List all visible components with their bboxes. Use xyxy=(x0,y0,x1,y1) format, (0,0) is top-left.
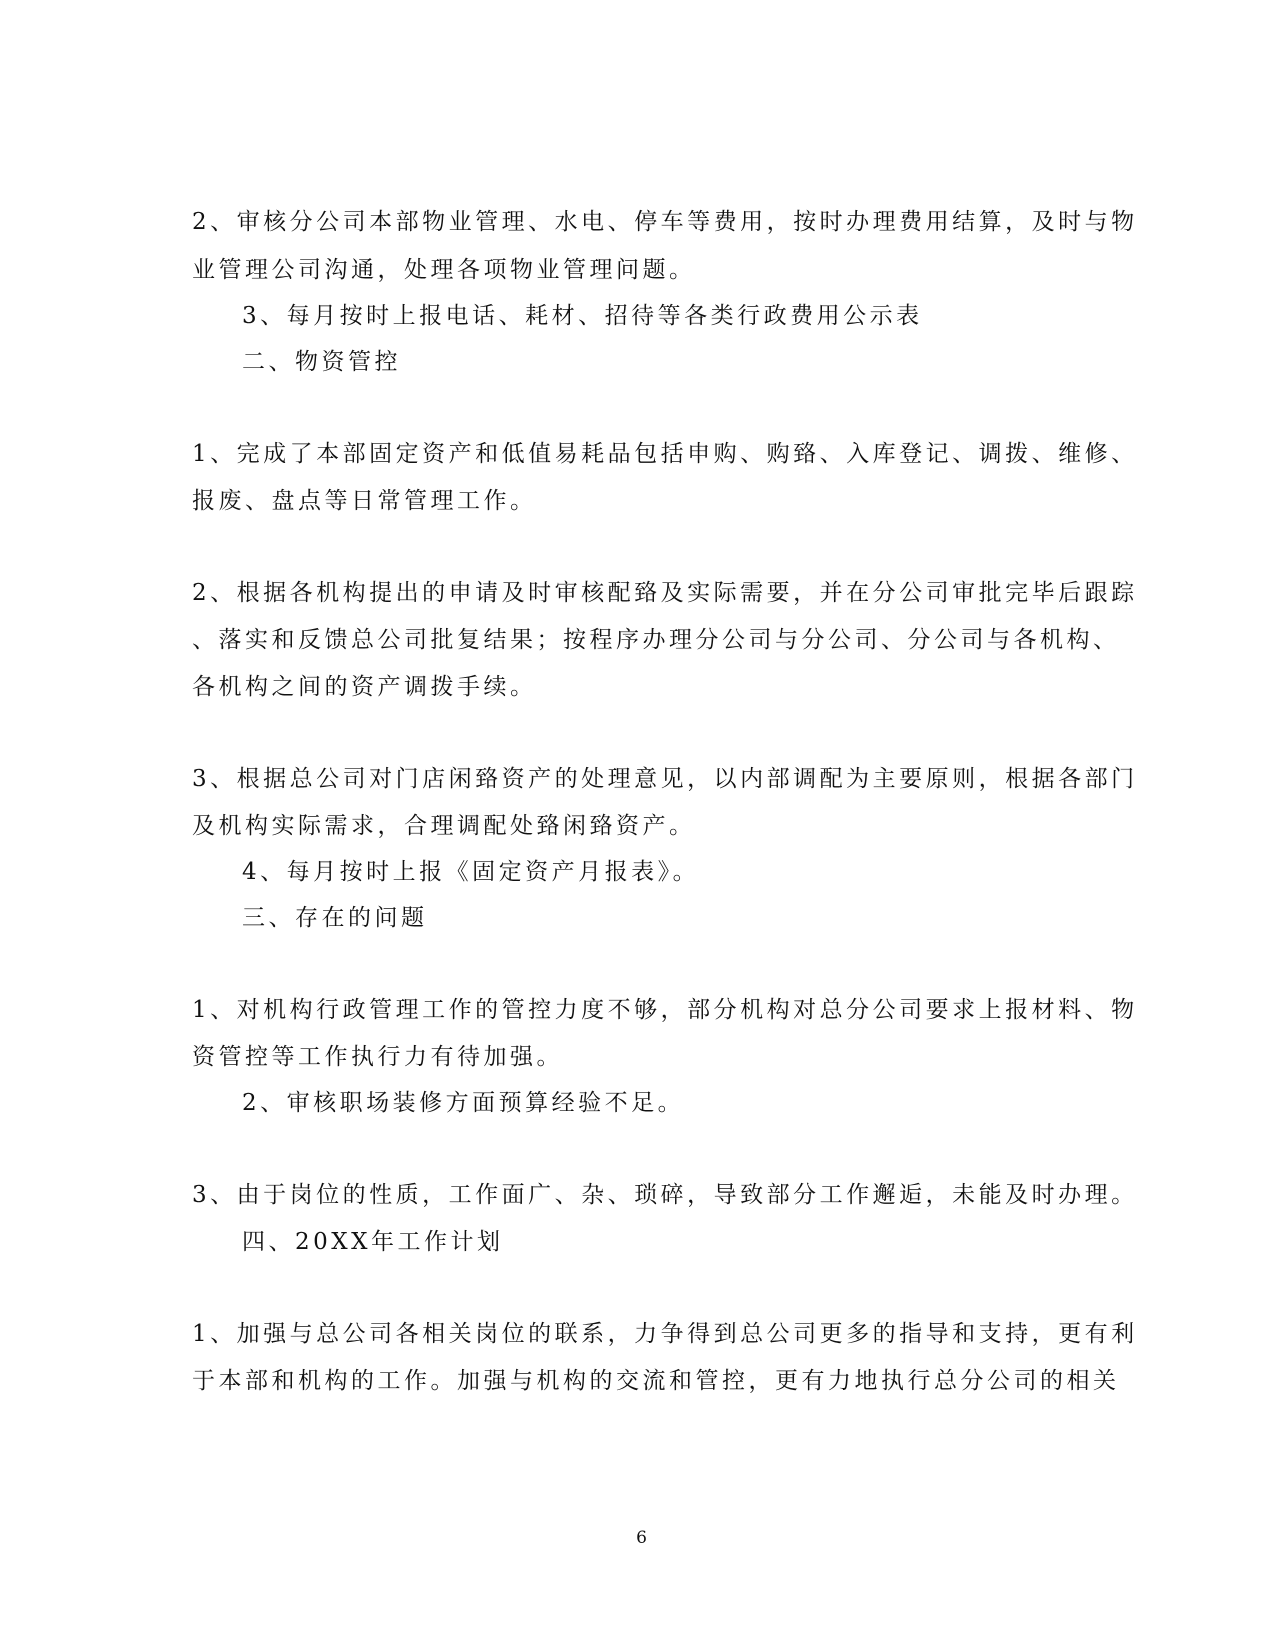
section-heading: 三、存在的问题 xyxy=(242,905,428,931)
text-line: 业管理公司沟通，处理各项物业管理问题。 xyxy=(192,257,696,283)
text-line: 报废、盘点等日常管理工作。 xyxy=(192,488,537,514)
text-line: 于本部和机构的工作。加强与机构的交流和管控，更有力地执行总分公司的相关 xyxy=(192,1368,1120,1394)
text-line: 3、每月按时上报电话、耗材、招待等各类行政费用公示表 xyxy=(242,303,923,329)
text-line: 1、完成了本部固定资产和低值易耗品包括申购、购臵、入库登记、调拨、维修、 xyxy=(192,441,1138,467)
text-line: 、落实和反馈总公司批复结果；按程序办理分公司与分公司、分公司与各机构、 xyxy=(192,627,1120,653)
section-heading: 四、20XX年工作计划 xyxy=(242,1229,504,1255)
page-number: 6 xyxy=(636,1528,647,1548)
text-line: 1、加强与总公司各相关岗位的联系，力争得到总公司更多的指导和支持，更有利 xyxy=(192,1321,1138,1347)
text-line: 3、由于岗位的性质，工作面广、杂、琐碎，导致部分工作邂逅，未能及时办理。 xyxy=(192,1182,1138,1208)
text-line: 2、根据各机构提出的申请及时审核配臵及实际需要，并在分公司审批完毕后跟踪 xyxy=(192,580,1138,606)
text-line: 1、对机构行政管理工作的管控力度不够，部分机构对总分公司要求上报材料、物 xyxy=(192,997,1138,1023)
section-heading: 二、物资管控 xyxy=(242,349,401,375)
text-line: 4、每月按时上报《固定资产月报表》。 xyxy=(242,859,700,885)
text-line: 3、根据总公司对门店闲臵资产的处理意见，以内部调配为主要原则，根据各部门 xyxy=(192,766,1138,792)
text-line: 各机构之间的资产调拨手续。 xyxy=(192,674,537,700)
text-line: 资管控等工作执行力有待加强。 xyxy=(192,1044,563,1070)
text-line: 2、审核分公司本部物业管理、水电、停车等费用，按时办理费用结算，及时与物 xyxy=(192,209,1138,235)
text-line: 2、审核职场装修方面预算经验不足。 xyxy=(242,1090,685,1116)
text-line: 及机构实际需求，合理调配处臵闲臵资产。 xyxy=(192,813,696,839)
